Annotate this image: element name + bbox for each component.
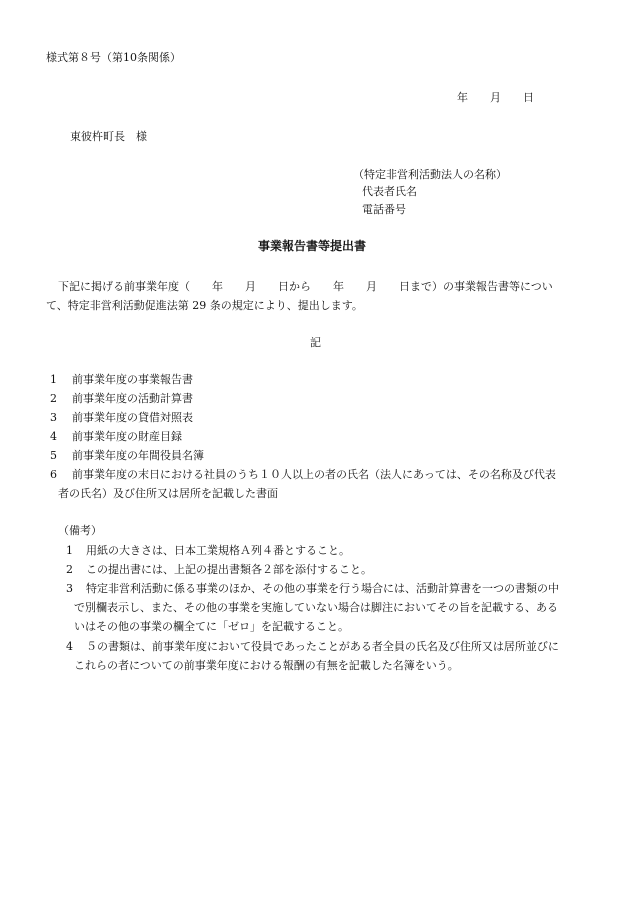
remark-number: 3 (66, 582, 73, 595)
document-title: 事業報告書等提出書 (258, 239, 367, 253)
ki-heading: 記 (310, 336, 321, 349)
remark-text: これらの者についての前事業年度における報酬の有無を記載した名簿をいう。 (74, 659, 459, 672)
remark-text: 特定非営利活動に係る事業のほか、その他の事業を行う場合には、活動計算書を一つの書類の中 (86, 582, 559, 595)
remarks-label: （備考） (58, 524, 102, 537)
remark-text: この提出書には、上記の提出書類各２部を添付すること。 (86, 563, 372, 576)
item-number: 2 (50, 392, 57, 405)
addressee: 東彼杵町長 様 (70, 130, 147, 143)
org-name-label: （特定非営利活動法人の名称） (353, 168, 507, 181)
item-number: 1 (50, 373, 57, 386)
item-text: 前事業年度の末日における社員のうち１０人以上の者の氏名（法人にあっては、その名称及び代表 (72, 468, 556, 481)
remark-number: 2 (66, 563, 73, 576)
form-number: 様式第８号（第10条関係） (46, 51, 181, 64)
item-text: 前事業年度の年間役員名簿 (72, 449, 204, 462)
remark-number: 1 (66, 544, 73, 557)
item-number: 6 (50, 468, 57, 481)
phone-label: 電話番号 (362, 203, 406, 216)
item-number: 4 (50, 430, 57, 443)
item-text-continued: 者の氏名）及び住所又は居所を記載した書面 (58, 487, 278, 500)
remark-text: で別欄表示し、また、その他の事業を実施していない場合は脚注においてその旨を記載する、ある (74, 601, 558, 614)
item-text: 前事業年度の財産目録 (72, 430, 182, 443)
item-text: 前事業年度の事業報告書 (72, 373, 193, 386)
remark-text: ５の書類は、前事業年度において役員であったことがある者全員の氏名及び住所又は居所並びに (86, 640, 559, 653)
representative-label: 代表者氏名 (362, 185, 417, 198)
item-text: 前事業年度の貸借対照表 (72, 411, 193, 424)
intro-line-2: て、特定非営利活動促進法第 29 条の規定により、提出します。 (46, 299, 363, 312)
date-line: 年 月 日 (457, 91, 534, 104)
remark-text: いはその他の事業の欄全てに「ゼロ」を記載すること。 (74, 620, 349, 633)
remark-number: 4 (66, 640, 73, 653)
intro-line-1: 下記に掲げる前事業年度（ 年 月 日から 年 月 日まで）の事業報告書等につい (58, 280, 553, 293)
remark-text: 用紙の大きさは、日本工業規格Ａ列４番とすること。 (86, 544, 350, 557)
item-number: 5 (50, 449, 57, 462)
item-text: 前事業年度の活動計算書 (72, 392, 193, 405)
item-number: 3 (50, 411, 57, 424)
